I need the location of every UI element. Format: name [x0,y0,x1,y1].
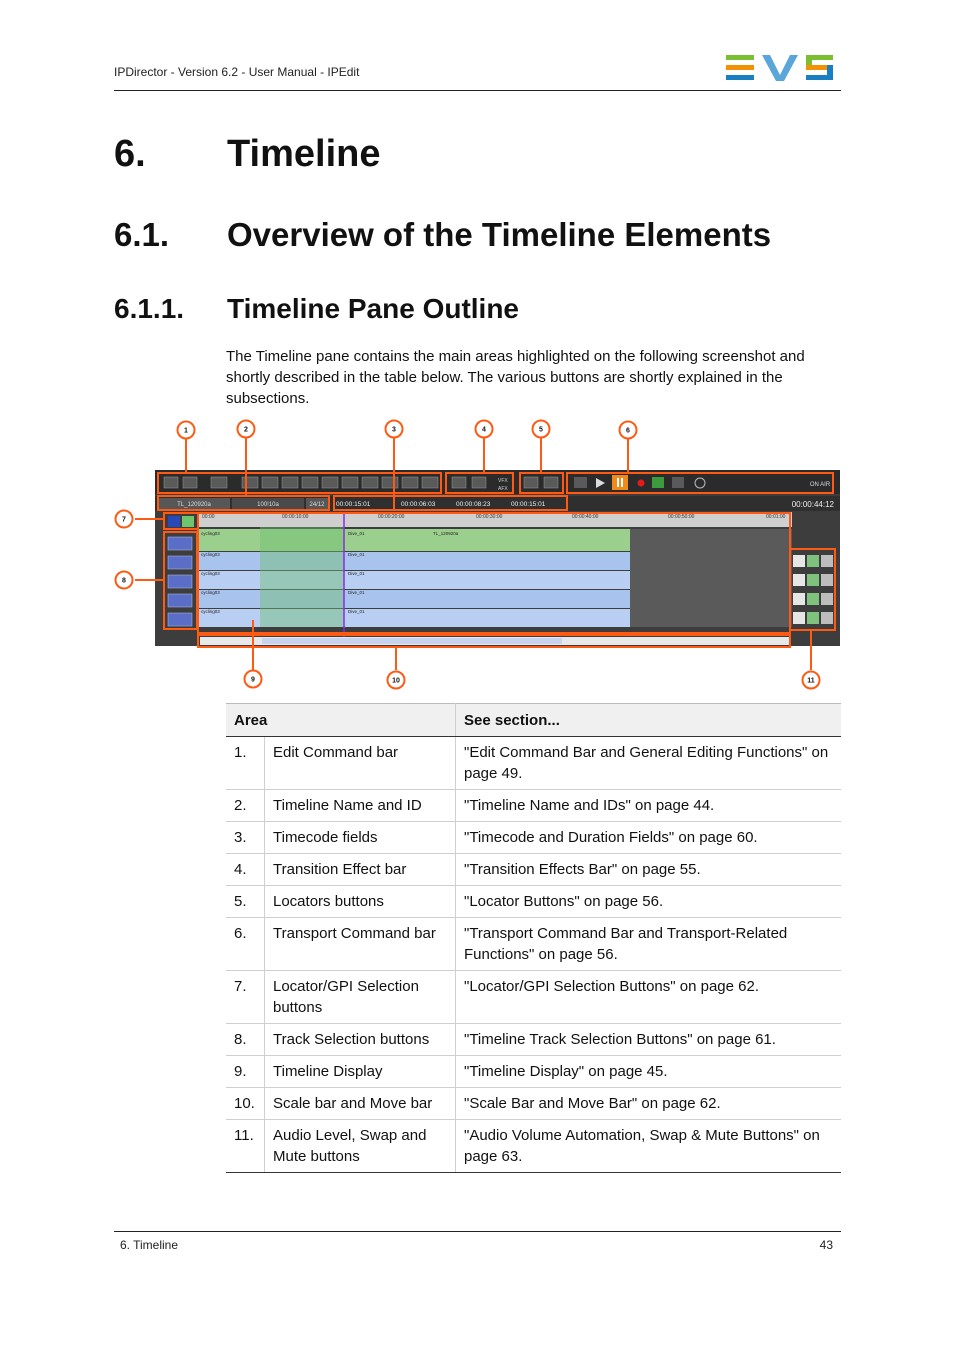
track-count: 24/12 [309,502,325,508]
section-title: Overview of the Timeline Elements [227,216,772,253]
row-area: Timeline Name and ID [265,790,456,822]
total-duration: 00:00:44:12 [791,500,834,509]
evs-logo [726,53,834,83]
row-see: "Transport Command Bar and Transport-Related Functions" on page 56. [456,918,842,971]
row-number: 1. [226,737,265,790]
timeline-tracks [198,512,792,637]
svg-text:Dive_01: Dive_01 [348,552,365,557]
row-number: 5. [226,886,265,918]
callout-9: 9 [251,676,255,684]
svg-text:Dive_01: Dive_01 [348,571,365,576]
row-number: 3. [226,822,265,854]
callout-7: 7 [122,516,126,524]
section-number: 6.1. [114,216,170,253]
row-area: Audio Level, Swap and Mute buttons [265,1120,456,1173]
header-rule [114,90,841,91]
svg-text:Dive_01: Dive_01 [348,590,365,595]
svg-text:00:00: 00:00 [202,514,215,520]
timeline-id: 100!10a [257,502,279,508]
footer-chapter: 6. Timeline [120,1238,179,1252]
table-header-row [226,704,841,737]
row-area: Transition Effect bar [265,854,456,886]
row-see: "Scale Bar and Move Bar" on page 62. [456,1088,842,1120]
row-area: Edit Command bar [265,737,456,790]
tc-end: 00:00:15:01 [511,501,546,508]
locator-select-button [168,516,180,527]
callout-5: 5 [539,426,543,434]
chapter-title: Timeline [227,133,381,175]
svg-text:00:01:00: 00:01:00 [766,514,786,520]
table-row [226,1056,841,1088]
row-number: 2. [226,790,265,822]
table-row [226,971,841,1024]
table-header-see: See section... [456,704,842,737]
svg-text:cycling03: cycling03 [201,609,220,614]
table-row [226,854,841,886]
callout-4: 4 [482,426,486,434]
table-row [226,1120,841,1173]
svg-text:cycling03: cycling03 [201,552,220,557]
timeline-name: TL_120920a [177,502,211,508]
tc-in: 00:00:15:01 [336,501,371,508]
callout-3: 3 [392,426,396,434]
callout-6: 6 [626,427,630,435]
tc-out: 00:00:06:03 [401,501,436,508]
svg-text:00:00:40:00: 00:00:40:00 [572,514,599,520]
row-see: "Transition Effects Bar" on page 55. [456,854,842,886]
on-air-label: ON AIR [809,482,831,488]
svg-text:cycling03: cycling03 [201,531,220,536]
callout-8: 8 [122,577,126,585]
row-number: 4. [226,854,265,886]
row-see: "Locator Buttons" on page 56. [456,886,842,918]
callout-2: 2 [244,426,248,434]
table-row [226,790,841,822]
row-see: "Timecode and Duration Fields" on page 60. [456,822,842,854]
callout-10: 10 [392,677,400,685]
tc-duration: 00:00:08:23 [456,501,491,508]
svg-text:00:00:20:00: 00:00:20:00 [378,514,405,520]
svg-text:cycling03: cycling03 [201,571,220,576]
svg-text:00:00:30:00: 00:00:30:00 [476,514,503,520]
footer-rule [114,1231,841,1232]
row-see: "Audio Volume Automation, Swap & Mute Buttons" on page 63. [456,1120,842,1173]
row-area: Timeline Display [265,1056,456,1088]
table-row [226,1088,841,1120]
gpi-select-button [182,516,194,527]
afx-label: AFX [498,486,508,492]
table-row [226,918,841,971]
row-number: 9. [226,1056,265,1088]
row-area: Track Selection buttons [265,1024,456,1056]
intro-paragraph: The Timeline pane contains the main areas highlighted on the following screenshot and shortly described in the table below. The various buttons are shortly explained in the subsections. [226,348,805,407]
table-row [226,822,841,854]
row-area: Transport Command bar [265,918,456,971]
svg-text:TL_120920a: TL_120920a [433,531,459,536]
svg-text:00:00:10:00: 00:00:10:00 [282,514,309,520]
row-number: 6. [226,918,265,971]
row-see: "Edit Command Bar and General Editing Functions" on page 49. [456,737,842,790]
row-number: 11. [226,1120,265,1173]
row-area: Locator/GPI Selection buttons [265,971,456,1024]
callout-11: 11 [807,677,815,685]
row-area: Locators buttons [265,886,456,918]
row-see: "Timeline Name and IDs" on page 44. [456,790,842,822]
row-area: Timecode fields [265,822,456,854]
row-see: "Timeline Track Selection Buttons" on page 61. [456,1024,842,1056]
page-number: 43 [819,1238,833,1252]
callout-1: 1 [184,427,188,435]
svg-text:cycling03: cycling03 [201,590,220,595]
table-row [226,886,841,918]
vfx-label: VFX [498,478,508,484]
row-see: "Timeline Display" on page 45. [456,1056,842,1088]
table-header-area: Area [226,704,456,737]
subsection-number: 6.1.1. [114,293,185,324]
page-header: IPDirector - Version 6.2 - User Manual - IPEdit [114,65,360,79]
row-see: "Locator/GPI Selection Buttons" on page 62. [456,971,842,1024]
chapter-number: 6. [114,133,146,175]
row-number: 8. [226,1024,265,1056]
svg-text:Dive_01: Dive_01 [348,609,365,614]
table-row [226,1024,841,1056]
row-number: 10. [226,1088,265,1120]
timeline-screenshot [112,415,842,693]
areas-table [226,703,841,1173]
row-area: Scale bar and Move bar [265,1088,456,1120]
subsection-title: Timeline Pane Outline [227,293,520,324]
svg-text:Dive_01: Dive_01 [348,531,365,536]
row-number: 7. [226,971,265,1024]
table-row [226,737,841,790]
svg-text:00:00:50:00: 00:00:50:00 [668,514,695,520]
